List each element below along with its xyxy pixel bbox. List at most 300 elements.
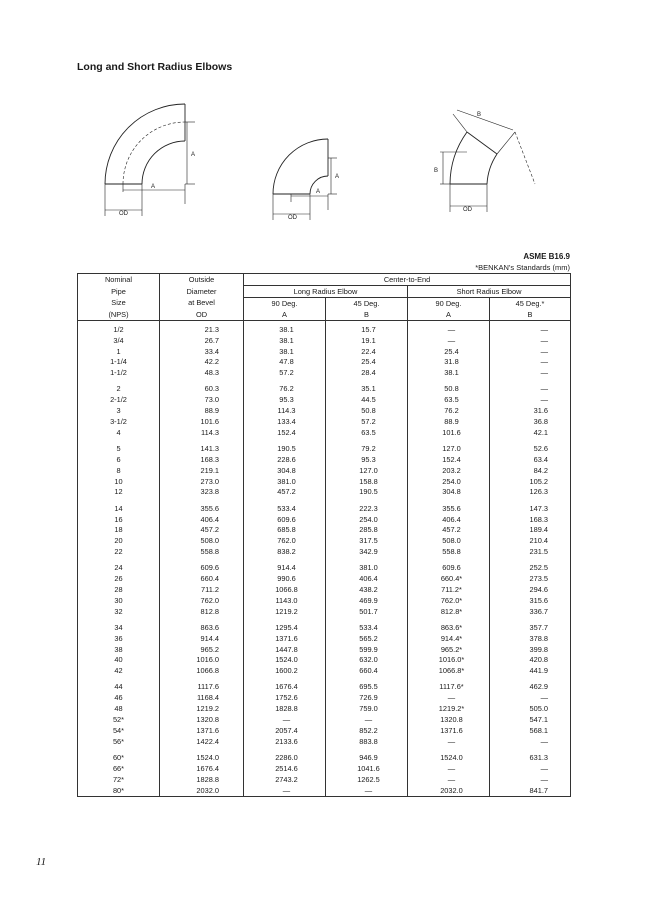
lr-90-cell: 1371.6 <box>244 633 326 644</box>
lr-90-cell: 457.2 <box>244 487 326 498</box>
sr-90-cell: — <box>408 736 490 747</box>
lr-90-cell: 381.0 <box>244 476 326 487</box>
lr-45-cell: 44.5 <box>326 395 408 406</box>
lr-90-cell: 533.4 <box>244 498 326 514</box>
lr-45-cell: 57.2 <box>326 416 408 427</box>
nps-cell: 16 <box>114 514 123 524</box>
table-row <box>78 595 571 606</box>
lr-90-cell: 838.2 <box>244 546 326 557</box>
lr-90-cell: 1828.8 <box>244 704 326 715</box>
sr-90-cell: 762.0* <box>408 595 490 606</box>
label-od-3: OD <box>463 207 472 213</box>
sr-90-cell: 1371.6 <box>408 725 490 736</box>
sr-45-cell: 231.5 <box>490 546 571 557</box>
label-od-2: OD <box>288 215 297 221</box>
sr-90-cell: 711.2* <box>408 584 490 595</box>
table-row <box>78 785 571 797</box>
lr-90-cell: 1066.8 <box>244 584 326 595</box>
lr-90-cell: 1676.4 <box>244 676 326 692</box>
lr-45-cell: 501.7 <box>326 606 408 617</box>
nps-cell: 42 <box>114 666 123 676</box>
sr-45-cell: — <box>490 395 571 406</box>
table-row <box>78 666 571 677</box>
table-row <box>78 655 571 666</box>
long-radius-elbow-drawing <box>105 104 195 216</box>
lr-90-cell: 152.4 <box>244 427 326 438</box>
sr-90-cell: 50.8 <box>408 378 490 394</box>
lr-45-cell: 1041.6 <box>326 763 408 774</box>
label-a-1b: A <box>151 184 156 190</box>
header-outside-1: Outside <box>160 274 244 286</box>
header-short-radius: Short Radius Elbow <box>408 286 571 298</box>
table-row <box>78 476 571 487</box>
nps-cell: 38 <box>114 644 123 654</box>
sr-45-cell: — <box>490 774 571 785</box>
standard-label: ASME B16.9 <box>523 252 570 261</box>
table-row <box>78 395 571 406</box>
nps-cell: 8 <box>116 465 121 475</box>
nps-cell: 1 <box>116 346 121 356</box>
sr-90-cell: 254.0 <box>408 476 490 487</box>
nps-cell: 14 <box>114 503 123 513</box>
sr-90-cell: 965.2* <box>408 644 490 655</box>
table-row <box>78 525 571 536</box>
od-cell: 863.6 <box>160 617 244 633</box>
header-lr-45: 45 Deg. <box>326 298 408 310</box>
sr-45-cell: 36.8 <box>490 416 571 427</box>
sr-90-cell: — <box>408 335 490 346</box>
table-row <box>78 584 571 595</box>
lr-90-cell: 95.3 <box>244 395 326 406</box>
lr-90-cell: 304.8 <box>244 465 326 476</box>
table-row <box>78 514 571 525</box>
table-row <box>78 368 571 379</box>
nps-cell: 56* <box>112 736 125 746</box>
sr-90-cell: — <box>408 763 490 774</box>
sr-45-cell: 568.1 <box>490 725 571 736</box>
table-row <box>78 498 571 514</box>
sr-45-cell: 378.8 <box>490 633 571 644</box>
header-lr-45-letter: B <box>326 309 408 321</box>
nps-cell: 1/2 <box>113 324 124 334</box>
table-row <box>78 335 571 346</box>
header-sr-45: 45 Deg.* <box>490 298 571 310</box>
od-cell: 914.4 <box>160 633 244 644</box>
lr-90-cell: 38.1 <box>244 346 326 357</box>
header-sr-45-letter: B <box>490 309 571 321</box>
header-lr-90-letter: A <box>244 309 326 321</box>
lr-45-cell: 565.2 <box>326 633 408 644</box>
sr-90-cell: 558.8 <box>408 546 490 557</box>
sr-45-cell: — <box>490 357 571 368</box>
table-row <box>78 763 571 774</box>
table-row <box>78 357 571 368</box>
lr-90-cell: 2133.6 <box>244 736 326 747</box>
od-cell: 48.3 <box>160 368 244 379</box>
nps-cell: 22 <box>114 547 123 557</box>
sr-90-cell: 1524.0 <box>408 747 490 763</box>
od-cell: 2032.0 <box>160 785 244 797</box>
lr-45-cell: 190.5 <box>326 487 408 498</box>
sr-45-cell: 505.0 <box>490 704 571 715</box>
lr-45-cell: 883.8 <box>326 736 408 747</box>
lr-45-cell: 946.9 <box>326 747 408 763</box>
elbow-45-drawing <box>440 110 535 212</box>
sr-90-cell: 355.6 <box>408 498 490 514</box>
sr-45-cell: 105.2 <box>490 476 571 487</box>
lr-45-cell: 28.4 <box>326 368 408 379</box>
od-cell: 219.1 <box>160 465 244 476</box>
header-lr-90: 90 Deg. <box>244 298 326 310</box>
lr-90-cell: 2057.4 <box>244 725 326 736</box>
lr-45-cell: 632.0 <box>326 655 408 666</box>
table-row <box>78 606 571 617</box>
sr-90-cell: 304.8 <box>408 487 490 498</box>
nps-cell: 72* <box>112 774 125 784</box>
nps-cell: 48 <box>114 704 123 714</box>
sr-45-cell: — <box>490 763 571 774</box>
lr-90-cell: 190.5 <box>244 438 326 454</box>
sr-45-cell: 547.1 <box>490 714 571 725</box>
od-cell: 355.6 <box>160 498 244 514</box>
lr-45-cell: 381.0 <box>326 557 408 573</box>
sr-90-cell: 1016.0* <box>408 655 490 666</box>
label-od-1: OD <box>119 211 128 217</box>
header-outside-3: at Bevel <box>160 298 244 310</box>
sr-90-cell: 609.6 <box>408 557 490 573</box>
lr-45-cell: 127.0 <box>326 465 408 476</box>
label-a-2: A <box>335 174 340 180</box>
lr-45-cell: 469.9 <box>326 595 408 606</box>
nps-cell: 3-1/2 <box>110 417 127 427</box>
lr-90-cell: 38.1 <box>244 335 326 346</box>
sr-45-cell: 399.8 <box>490 644 571 655</box>
table-row <box>78 438 571 454</box>
sr-45-cell: 63.4 <box>490 454 571 465</box>
header-nominal-3: Size <box>111 298 126 308</box>
lr-90-cell: 1600.2 <box>244 666 326 677</box>
sr-45-cell: 210.4 <box>490 536 571 547</box>
lr-45-cell: 35.1 <box>326 378 408 394</box>
table-row <box>78 406 571 417</box>
sr-45-cell: 462.9 <box>490 676 571 692</box>
od-cell: 273.0 <box>160 476 244 487</box>
sr-90-cell: 63.5 <box>408 395 490 406</box>
lr-45-cell: — <box>326 714 408 725</box>
sr-45-cell: 147.3 <box>490 498 571 514</box>
lr-45-cell: 726.9 <box>326 693 408 704</box>
od-cell: 1371.6 <box>160 725 244 736</box>
sr-45-cell: 168.3 <box>490 514 571 525</box>
sr-45-cell: 631.3 <box>490 747 571 763</box>
elbow-drawings <box>95 92 565 232</box>
od-cell: 609.6 <box>160 557 244 573</box>
nps-cell: 1-1/2 <box>110 368 127 378</box>
lr-45-cell: 158.8 <box>326 476 408 487</box>
nps-cell: 44 <box>114 682 123 692</box>
sr-90-cell: 88.9 <box>408 416 490 427</box>
nps-cell: 24 <box>114 563 123 573</box>
sr-45-cell: 336.7 <box>490 606 571 617</box>
od-cell: 42.2 <box>160 357 244 368</box>
sr-90-cell: 812.8* <box>408 606 490 617</box>
od-cell: 1016.0 <box>160 655 244 666</box>
table-row <box>78 557 571 573</box>
table-row <box>78 454 571 465</box>
table-row <box>78 465 571 476</box>
od-cell: 114.3 <box>160 427 244 438</box>
lr-90-cell: 990.6 <box>244 574 326 585</box>
od-cell: 21.3 <box>160 321 244 336</box>
lr-90-cell: 1295.4 <box>244 617 326 633</box>
lr-90-cell: 762.0 <box>244 536 326 547</box>
sr-90-cell: 101.6 <box>408 427 490 438</box>
lr-90-cell: 1752.6 <box>244 693 326 704</box>
header-nominal-1: Nominal <box>104 274 133 284</box>
page-title: Long and Short Radius Elbows <box>77 61 233 73</box>
od-cell: 73.0 <box>160 395 244 406</box>
sr-90-cell: 660.4* <box>408 574 490 585</box>
header-sr-90-letter: A <box>408 309 490 321</box>
table-row <box>78 704 571 715</box>
lr-90-cell: 76.2 <box>244 378 326 394</box>
table-row <box>78 536 571 547</box>
sr-90-cell: 914.4* <box>408 633 490 644</box>
od-cell: 1117.6 <box>160 676 244 692</box>
table-row <box>78 378 571 394</box>
nps-cell: 6 <box>116 455 121 465</box>
sr-45-cell: 420.8 <box>490 655 571 666</box>
short-radius-elbow-drawing <box>273 139 340 220</box>
nps-cell: 34 <box>114 622 123 632</box>
sr-45-cell: 126.3 <box>490 487 571 498</box>
od-cell: 1320.8 <box>160 714 244 725</box>
lr-90-cell: 2743.2 <box>244 774 326 785</box>
lr-90-cell: — <box>244 714 326 725</box>
table-row <box>78 427 571 438</box>
nps-cell: 46 <box>114 693 123 703</box>
table-body <box>78 321 571 797</box>
sr-90-cell: 406.4 <box>408 514 490 525</box>
lr-90-cell: 1524.0 <box>244 655 326 666</box>
od-cell: 812.8 <box>160 606 244 617</box>
header-center-to-end: Center-to-End <box>244 274 571 286</box>
table-row <box>78 714 571 725</box>
lr-45-cell: 759.0 <box>326 704 408 715</box>
lr-90-cell: 2514.6 <box>244 763 326 774</box>
nps-cell: 54* <box>112 725 125 735</box>
lr-45-cell: 852.2 <box>326 725 408 736</box>
lr-90-cell: 914.4 <box>244 557 326 573</box>
sr-90-cell: 203.2 <box>408 465 490 476</box>
od-cell: 168.3 <box>160 454 244 465</box>
sr-45-cell: 841.7 <box>490 785 571 797</box>
table-row <box>78 676 571 692</box>
sr-45-cell: — <box>490 335 571 346</box>
od-cell: 1066.8 <box>160 666 244 677</box>
nps-cell: 1-1/4 <box>110 357 127 367</box>
header-nominal-2: Pipe <box>111 286 126 296</box>
nps-cell: 40 <box>114 655 123 665</box>
lr-45-cell: 406.4 <box>326 574 408 585</box>
nps-cell: 30 <box>114 595 123 605</box>
sr-45-cell: — <box>490 378 571 394</box>
sr-90-cell: 1117.6* <box>408 676 490 692</box>
sr-90-cell: 508.0 <box>408 536 490 547</box>
table-row <box>78 617 571 633</box>
sr-90-cell: — <box>408 321 490 336</box>
od-cell: 1168.4 <box>160 693 244 704</box>
lr-90-cell: 133.4 <box>244 416 326 427</box>
lr-45-cell: — <box>326 785 408 797</box>
lr-45-cell: 1262.5 <box>326 774 408 785</box>
od-cell: 406.4 <box>160 514 244 525</box>
od-cell: 1219.2 <box>160 704 244 715</box>
od-cell: 141.3 <box>160 438 244 454</box>
nps-cell: 4 <box>116 427 121 437</box>
lr-90-cell: 1447.8 <box>244 644 326 655</box>
label-b-3b: B <box>477 112 482 118</box>
nps-cell: 3 <box>116 406 121 416</box>
sr-90-cell: 863.6* <box>408 617 490 633</box>
sr-45-cell: 252.5 <box>490 557 571 573</box>
lr-45-cell: 599.9 <box>326 644 408 655</box>
nps-cell: 36 <box>114 633 123 643</box>
od-cell: 711.2 <box>160 584 244 595</box>
sr-90-cell: 31.8 <box>408 357 490 368</box>
table-row <box>78 574 571 585</box>
lr-90-cell: 2286.0 <box>244 747 326 763</box>
nps-cell: 20 <box>114 536 123 546</box>
sr-90-cell: 25.4 <box>408 346 490 357</box>
sr-90-cell: — <box>408 693 490 704</box>
standards-note: *BENKAN's Standards (mm) <box>475 263 570 272</box>
nps-cell: 18 <box>114 525 123 535</box>
sr-45-cell: — <box>490 321 571 336</box>
lr-45-cell: 533.4 <box>326 617 408 633</box>
sr-45-cell: — <box>490 368 571 379</box>
lr-90-cell: 685.8 <box>244 525 326 536</box>
sr-90-cell: 1219.2* <box>408 704 490 715</box>
lr-90-cell: 609.6 <box>244 514 326 525</box>
nps-cell: 28 <box>114 585 123 595</box>
sr-45-cell: 84.2 <box>490 465 571 476</box>
sr-90-cell: 152.4 <box>408 454 490 465</box>
sr-90-cell: 457.2 <box>408 525 490 536</box>
od-cell: 101.6 <box>160 416 244 427</box>
lr-45-cell: 50.8 <box>326 406 408 417</box>
lr-90-cell: 38.1 <box>244 321 326 336</box>
nps-cell: 10 <box>114 476 123 486</box>
od-cell: 965.2 <box>160 644 244 655</box>
nps-cell: 80* <box>112 785 125 795</box>
od-cell: 558.8 <box>160 546 244 557</box>
lr-45-cell: 317.5 <box>326 536 408 547</box>
lr-45-cell: 222.3 <box>326 498 408 514</box>
table-row <box>78 346 571 357</box>
lr-90-cell: 1219.2 <box>244 606 326 617</box>
sr-90-cell: 127.0 <box>408 438 490 454</box>
sr-45-cell: 42.1 <box>490 427 571 438</box>
lr-45-cell: 22.4 <box>326 346 408 357</box>
od-cell: 323.8 <box>160 487 244 498</box>
sr-90-cell: 1066.8* <box>408 666 490 677</box>
sr-45-cell: — <box>490 346 571 357</box>
od-cell: 60.3 <box>160 378 244 394</box>
label-a-1: A <box>191 152 196 158</box>
table-row <box>78 747 571 763</box>
table-row <box>78 736 571 747</box>
elbow-dimensions-table <box>77 273 571 797</box>
sr-90-cell: 38.1 <box>408 368 490 379</box>
nps-cell: 2 <box>116 384 121 394</box>
nps-cell: 60* <box>112 752 125 762</box>
sr-45-cell: 357.7 <box>490 617 571 633</box>
sr-45-cell: 315.6 <box>490 595 571 606</box>
header-nominal-4: (NPS) <box>78 309 160 321</box>
od-cell: 1422.4 <box>160 736 244 747</box>
lr-45-cell: 438.2 <box>326 584 408 595</box>
sr-45-cell: 441.9 <box>490 666 571 677</box>
header-long-radius: Long Radius Elbow <box>244 286 408 298</box>
table-row <box>78 487 571 498</box>
sr-45-cell: 31.6 <box>490 406 571 417</box>
od-cell: 88.9 <box>160 406 244 417</box>
sr-45-cell: 189.4 <box>490 525 571 536</box>
header-outside-2: Diameter <box>160 286 244 298</box>
sr-90-cell: 2032.0 <box>408 785 490 797</box>
od-cell: 26.7 <box>160 335 244 346</box>
page-number: 11 <box>36 856 47 868</box>
lr-45-cell: 95.3 <box>326 454 408 465</box>
lr-45-cell: 25.4 <box>326 357 408 368</box>
lr-45-cell: 342.9 <box>326 546 408 557</box>
label-b-3: B <box>434 168 439 174</box>
table-row <box>78 693 571 704</box>
table-row <box>78 725 571 736</box>
lr-90-cell: 47.8 <box>244 357 326 368</box>
od-cell: 1828.8 <box>160 774 244 785</box>
nps-cell: 26 <box>114 574 123 584</box>
od-cell: 762.0 <box>160 595 244 606</box>
od-cell: 457.2 <box>160 525 244 536</box>
lr-45-cell: 15.7 <box>326 321 408 336</box>
table-row <box>78 644 571 655</box>
lr-45-cell: 254.0 <box>326 514 408 525</box>
table-row <box>78 321 571 336</box>
lr-45-cell: 79.2 <box>326 438 408 454</box>
lr-90-cell: 114.3 <box>244 406 326 417</box>
table-row <box>78 546 571 557</box>
lr-90-cell: 1143.0 <box>244 595 326 606</box>
sr-45-cell: — <box>490 736 571 747</box>
lr-45-cell: 695.5 <box>326 676 408 692</box>
od-cell: 1524.0 <box>160 747 244 763</box>
nps-cell: 32 <box>114 606 123 616</box>
nps-cell: 5 <box>116 443 121 453</box>
nps-cell: 12 <box>114 487 123 497</box>
sr-90-cell: 76.2 <box>408 406 490 417</box>
nps-cell: 2-1/2 <box>110 395 127 405</box>
lr-90-cell: — <box>244 785 326 797</box>
header-outside-4: OD <box>160 309 244 321</box>
table-row <box>78 416 571 427</box>
lr-45-cell: 19.1 <box>326 335 408 346</box>
od-cell: 660.4 <box>160 574 244 585</box>
header-sr-90: 90 Deg. <box>408 298 490 310</box>
lr-45-cell: 63.5 <box>326 427 408 438</box>
sr-45-cell: 273.5 <box>490 574 571 585</box>
